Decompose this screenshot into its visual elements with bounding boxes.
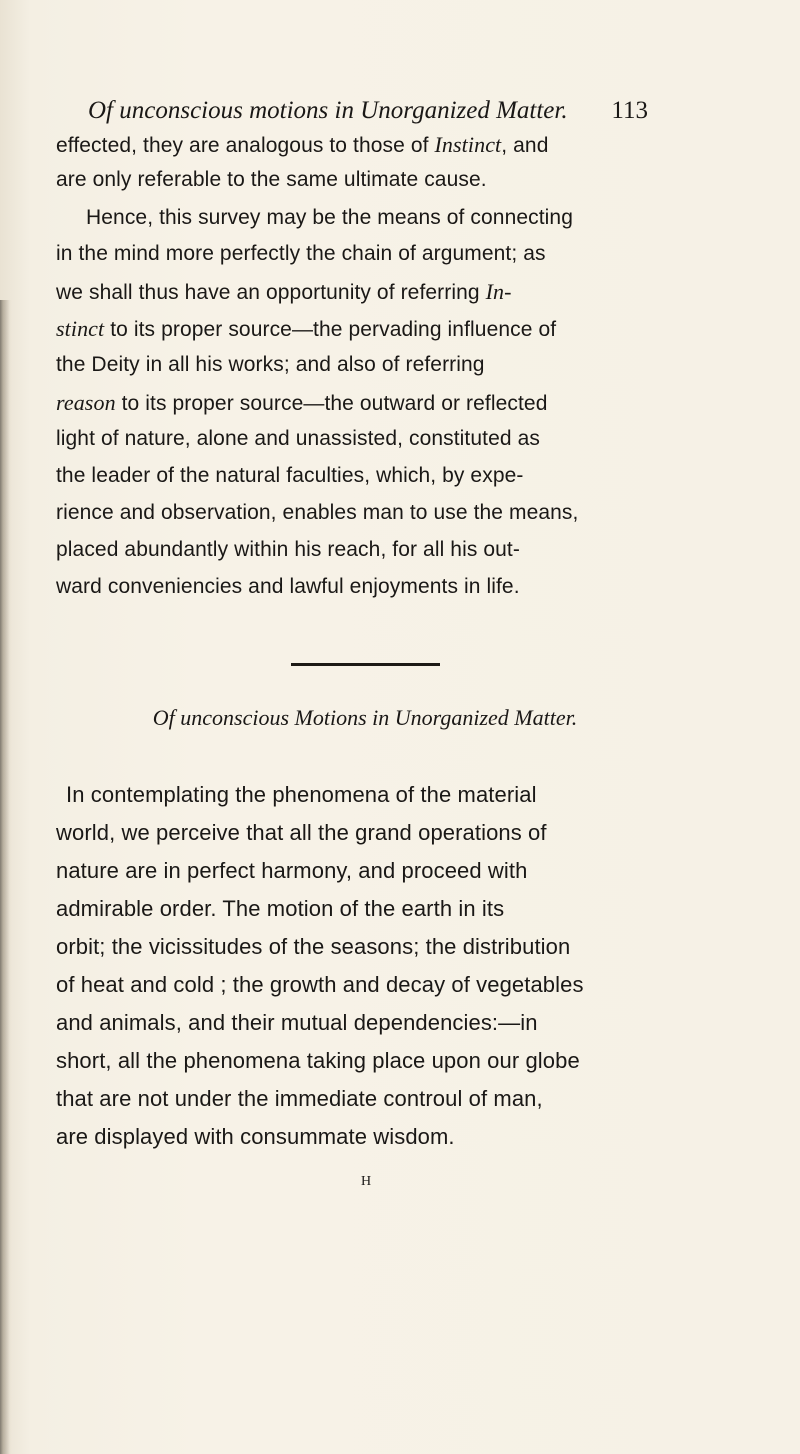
text-line: light of nature, alone and unassisted, constituted as bbox=[56, 427, 540, 450]
text-line: orbit; the vicissitudes of the seasons; the distribution bbox=[56, 934, 571, 959]
text-line: short, all the phenomena taking place upon our globe bbox=[56, 1048, 580, 1073]
text-line: the Deity in all his works; and also of referring bbox=[56, 353, 485, 376]
text-line: and animals, and their mutual dependencies:—in bbox=[56, 1010, 538, 1035]
page-number: 113 bbox=[611, 97, 648, 124]
italic-term: In- bbox=[485, 279, 512, 304]
page-gutter-shadow bbox=[0, 300, 12, 1454]
signature-mark: H bbox=[361, 1174, 373, 1189]
text-line: effected, they are analogous to those of Instinct, and bbox=[56, 132, 549, 157]
section-divider-rule bbox=[291, 663, 440, 666]
section-heading: Of unconscious Motions in Unorganized Matter. bbox=[152, 705, 578, 730]
text-line: world, we perceive that all the grand operations of bbox=[56, 820, 547, 845]
text-line: are only referable to the same ultimate cause. bbox=[56, 168, 487, 191]
text-line: In contemplating the phenomena of the material bbox=[66, 782, 537, 807]
text-line: we shall thus have an opportunity of referring In- bbox=[56, 279, 512, 304]
text-line: nature are in perfect harmony, and proceed with bbox=[56, 858, 528, 883]
text-line: stinct to its proper source—the pervading influence of bbox=[56, 316, 557, 341]
text-line: the leader of the natural faculties, which, by expe- bbox=[56, 464, 524, 487]
text-line: in the mind more perfectly the chain of argument; as bbox=[56, 242, 546, 265]
text-line: rience and observation, enables man to use the means, bbox=[56, 501, 579, 524]
text-line: admirable order. The motion of the earth in its bbox=[56, 896, 505, 921]
running-head-title: Of unconscious motions in Unorganized Matter. bbox=[88, 97, 568, 124]
italic-term: stinct bbox=[56, 316, 105, 341]
text-line: of heat and cold ; the growth and decay of vegetables bbox=[56, 972, 584, 997]
text-line: that are not under the immediate controul of man, bbox=[56, 1086, 543, 1111]
text-line: reason to its proper source—the outward or reflected bbox=[56, 390, 548, 415]
italic-term: Instinct bbox=[434, 132, 502, 157]
text-line: Hence, this survey may be the means of connecting bbox=[86, 206, 573, 229]
italic-term: reason bbox=[56, 390, 116, 415]
text-line: are displayed with consummate wisdom. bbox=[56, 1124, 455, 1149]
running-head bbox=[88, 96, 648, 126]
text-line: placed abundantly within his reach, for all his out- bbox=[56, 538, 520, 561]
text-line: ward conveniencies and lawful enjoyments in life. bbox=[56, 575, 520, 598]
